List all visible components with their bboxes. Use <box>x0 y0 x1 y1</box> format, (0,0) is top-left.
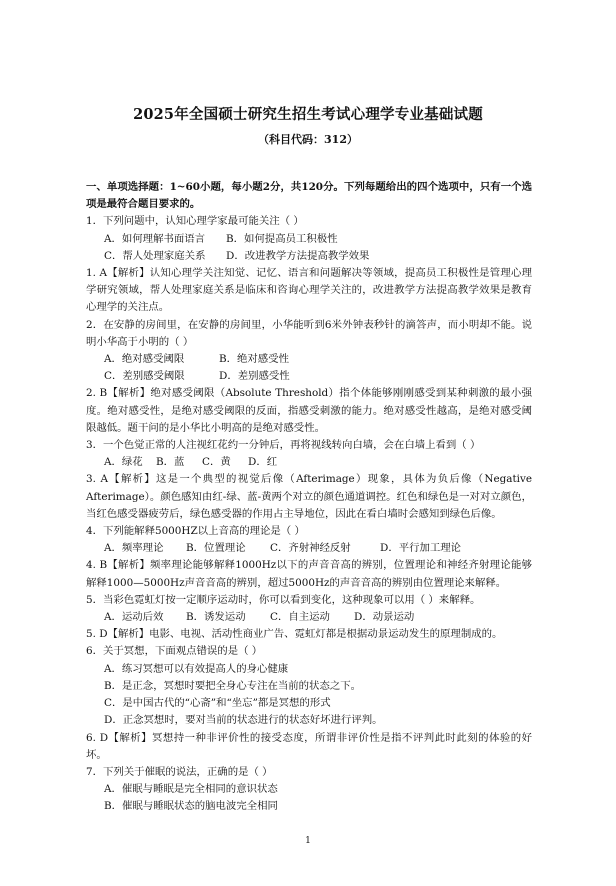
option: A．练习冥想可以有效提高人的身心健康 <box>104 662 289 675</box>
page-title: 2025年全国硕士研究生招生考试心理学专业基础试题 <box>133 106 483 123</box>
option: A．绿花 <box>104 456 143 469</box>
option: C．是中国古代的“心斋”和“坐忘”都是冥想的形式 <box>104 697 331 710</box>
answer-explanation: 5. D【解析】电影、电视、活动性商业广告、霓虹灯都是根据动景运动发生的原理制成的。 <box>86 628 503 641</box>
option: C．差别感受阈限 <box>104 370 185 383</box>
option-row <box>86 661 532 678</box>
option-row <box>86 609 532 626</box>
page-number: 1 <box>305 836 311 846</box>
option: B．诱发运动 <box>186 611 246 624</box>
subject-code: （科目代码：312） <box>258 133 358 146</box>
option-row <box>86 351 532 368</box>
question-stem: 2．在安静的房间里，在安静的房间里，小华能听到6米外钟表秒针的滴答声，而小明却不能。说明小华高于小明的（ ） <box>86 318 532 348</box>
option-row <box>86 781 532 798</box>
option: A．绝对感受阈限 <box>104 353 185 366</box>
option: B．催眠与睡眠状态的脑电波完全相同 <box>104 800 278 813</box>
option: B．如何提高员工积极性 <box>226 232 338 245</box>
option: D．正念冥想时，要对当前的状态进行的状态好坏进行评判。 <box>104 714 383 727</box>
question-stem: 4．下列能解释5000HZ以上音高的理论是（ ） <box>86 525 305 538</box>
option: A．如何理解书面语言 <box>104 232 206 245</box>
option-row <box>86 678 532 695</box>
option: D．动景运动 <box>354 611 415 624</box>
answer-explanation: 3. A【解析】这是一个典型的视觉后像（Afterimage）现象，具体为负后像（Negative Afterimage）。颜色感知由红-绿、蓝-黄两个对立的颜色通道调控。红色和绿色是一对对立颜色，当红色感受器疲劳后，绿色感受器的作用占主导地位，因此在看白墙时会感知到绿色后像。 <box>86 473 532 520</box>
option-row <box>86 368 532 385</box>
question-stem: 1．下列问题中，认知心理学家最可能关注（ ） <box>86 215 304 228</box>
option: A．频率理论 <box>104 542 164 555</box>
option: A．运动后效 <box>104 611 164 624</box>
option-row <box>86 695 532 712</box>
answer-explanation: 4. B【解析】频率理论能够解释1000Hz以下的声音音高的辨别，位置理论和神经齐射理论能够解释1000—5000Hz声音音高的辨别，超过5000Hz的声音音高的辨别由位置理论来解释。 <box>86 559 532 589</box>
question-stem: 5．当彩色霓虹灯按一定顺序运动时，你可以看到变化，这种现象可以用（ ）来解释。 <box>86 593 481 606</box>
option-row <box>86 798 532 815</box>
option: C．帮人处理家庭关系 <box>104 249 206 262</box>
option: B．是正念，冥想时要把全身心专注在当前的状态之下。 <box>104 679 362 692</box>
document-body <box>86 179 532 816</box>
option-row <box>86 248 532 265</box>
answer-explanation: 1. A【解析】认知心理学关注知觉、记忆、语言和问题解决等领域，提高员工积极性是管理心理学研究领域，帮人处理家庭关系是临床和咨询心理学关注的，改进教学方法提高教学效果是教育心理学的关注点。 <box>86 267 532 314</box>
answer-explanation: 2. B【解析】绝对感受阈限（Absolute Threshold）指个体能够刚刚感受到某种刺激的最小强度。绝对感受性，是绝对感受阈限的反面，指感受刺激的能力。绝对感受性越高，是绝对感受阈限越低。题干问的是小华比小明高的是绝对感受性。 <box>86 387 532 434</box>
question-stem: 7．下列关于催眠的说法，正确的是（ ） <box>86 765 273 778</box>
option: B．蓝 <box>156 456 185 469</box>
section-heading: 一、单项选择题：1~60小题，每小题2分，共120分。下列每题给出的四个选项中，只有一个选项是最符合题目要求的。 <box>86 181 532 211</box>
option: A．催眠与睡眠是完全相同的意识状态 <box>104 783 278 796</box>
option: C．自主运动 <box>270 611 330 624</box>
option: B．位置理论 <box>186 542 246 555</box>
option-row <box>86 231 532 248</box>
option-row <box>86 454 532 471</box>
option: D．改进教学方法提高教学效果 <box>226 249 370 262</box>
option: B．绝对感受性 <box>219 353 289 366</box>
answer-explanation: 6. D【解析】冥想持一种非评价性的接受态度，所谓非评价性是指不评判此时此刻的体验的好坏。 <box>86 731 532 761</box>
question-stem: 6．关于冥想，下面观点错误的是（ ） <box>86 645 263 658</box>
question-stem: 3．一个色觉正常的人注视红花约一分钟后，再将视线转向白墙，会在白墙上看到（ ） <box>86 439 481 452</box>
option: C．齐射神经反射 <box>270 542 351 555</box>
option-row <box>86 712 532 729</box>
option: D．差别感受性 <box>219 370 290 383</box>
option-row <box>86 540 532 557</box>
option: C．黄 <box>202 456 231 469</box>
option: D．红 <box>248 456 278 469</box>
option: D．平行加工理论 <box>380 542 462 555</box>
